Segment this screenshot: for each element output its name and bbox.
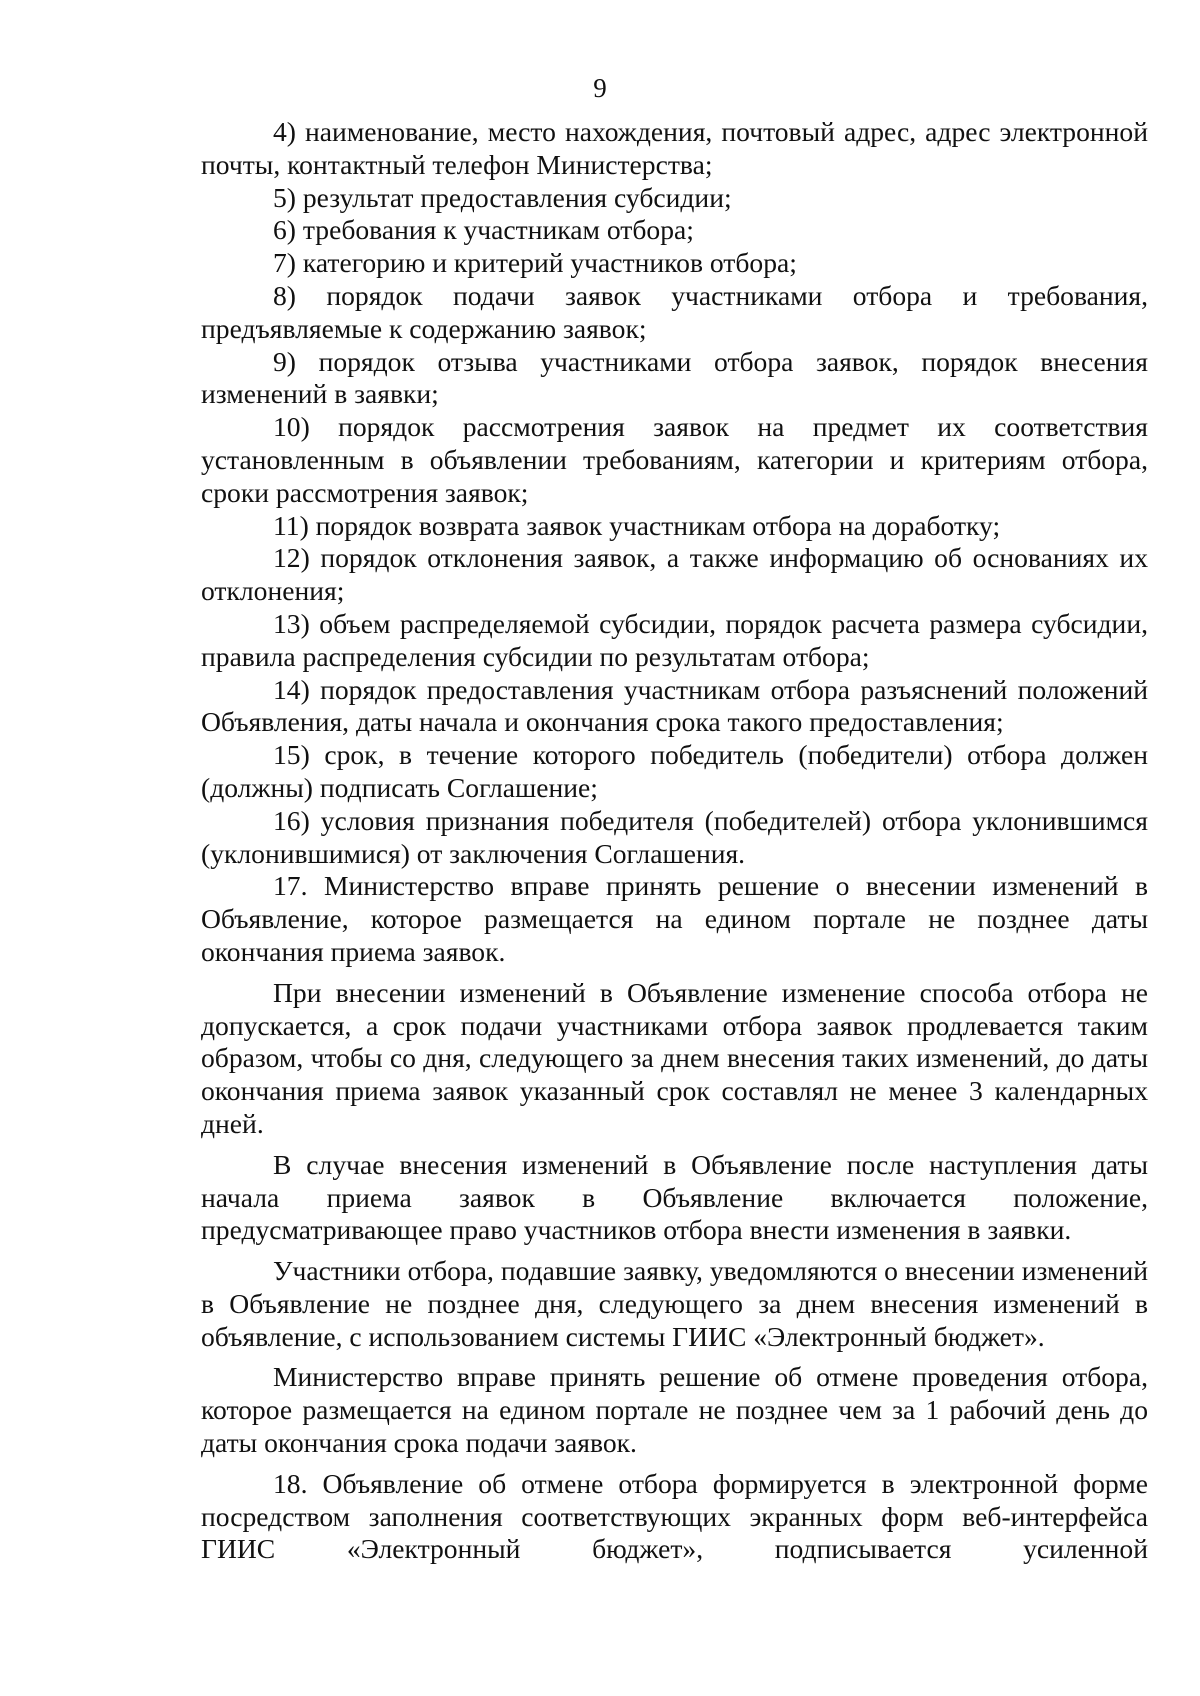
clause-17-paragraph-5: Министерство вправе принять решение об отмене проведения отбора, которое размещается на едином портале не позднее чем за 1 рабочий день до даты окончания срока подачи заявок. bbox=[201, 1361, 1148, 1459]
list-item-4: 4) наименование, место нахождения, почтовый адрес, адрес электронной почты, контактный телефон Министерства; bbox=[201, 116, 1148, 180]
list-item-14: 14) порядок предоставления участникам отбора разъяснений положений Объявления, даты начала и окончания срока такого предоставления; bbox=[201, 673, 1148, 738]
clause-17-paragraph-4: Участники отбора, подавшие заявку, уведомляются о внесении изменений в Объявление не позднее дня, следующего за днем внесения изменений в объявление, с использованием системы ГИИС «Электронный бюджет». bbox=[201, 1255, 1148, 1352]
page-number: 9 bbox=[593, 73, 607, 103]
clause-17: 17. Министерство вправе принять решение о внесении изменений в Объявление, которое размещается на едином портале не позднее даты окончания приема заявок. bbox=[201, 870, 1148, 967]
list-item-12: 12) порядок отклонения заявок, а также информацию об основаниях их отклонения; bbox=[201, 542, 1148, 607]
clause-17-paragraph-3: В случае внесения изменений в Объявление после наступления даты начала приема заявок в Объявление включается положение, предусматривающее право участников отбора внести изменения в заявки. bbox=[201, 1148, 1148, 1246]
list-item-6: 6) требования к участникам отбора; bbox=[273, 214, 694, 246]
document-body bbox=[201, 116, 1148, 1566]
list-item-11: 11) порядок возврата заявок участникам отбора на доработку; bbox=[273, 509, 1001, 541]
list-item-10: 10) порядок рассмотрения заявок на предмет их соответствия установленным в объявлении требованиям, категории и критериям отбора, сроки рассмотрения заявок; bbox=[201, 411, 1148, 508]
list-item-8: 8) порядок подачи заявок участниками отбора и требования, предъявляемые к содержанию заявок; bbox=[201, 279, 1148, 344]
list-item-7: 7) категорию и критерий участников отбора; bbox=[273, 247, 797, 279]
clause-17-paragraph-2: При внесении изменений в Объявление изменение способа отбора не допускается, а срок подачи участниками отбора заявок продлевается таким образом, чтобы со дня, следующего за днем внесения таких изменений, до даты окончания приема заявок указанный срок составлял не менее 3 календарных дней. bbox=[201, 976, 1148, 1139]
list-item-9: 9) порядок отзыва участниками отбора заявок, порядок внесения изменений в заявки; bbox=[201, 345, 1148, 410]
list-item-5: 5) результат предоставления субсидии; bbox=[273, 181, 732, 213]
list-item-13: 13) объем распределяемой субсидии, порядок расчета размера субсидии, правила распределения субсидии по результатам отбора; bbox=[201, 607, 1148, 672]
clause-18: 18. Объявление об отмене отбора формируется в электронной форме посредством заполнения соответствующих экранных форм веб-интерфейса ГИИС «Электронный бюджет», подписывается усиленной bbox=[201, 1467, 1148, 1565]
list-item-15: 15) срок, в течение которого победитель (победители) отбора должен (должны) подписать Соглашение; bbox=[201, 739, 1148, 803]
list-item-16: 16) условия признания победителя (победителей) отбора уклонившимся (уклонившимися) от заключения Соглашения. bbox=[201, 804, 1148, 869]
